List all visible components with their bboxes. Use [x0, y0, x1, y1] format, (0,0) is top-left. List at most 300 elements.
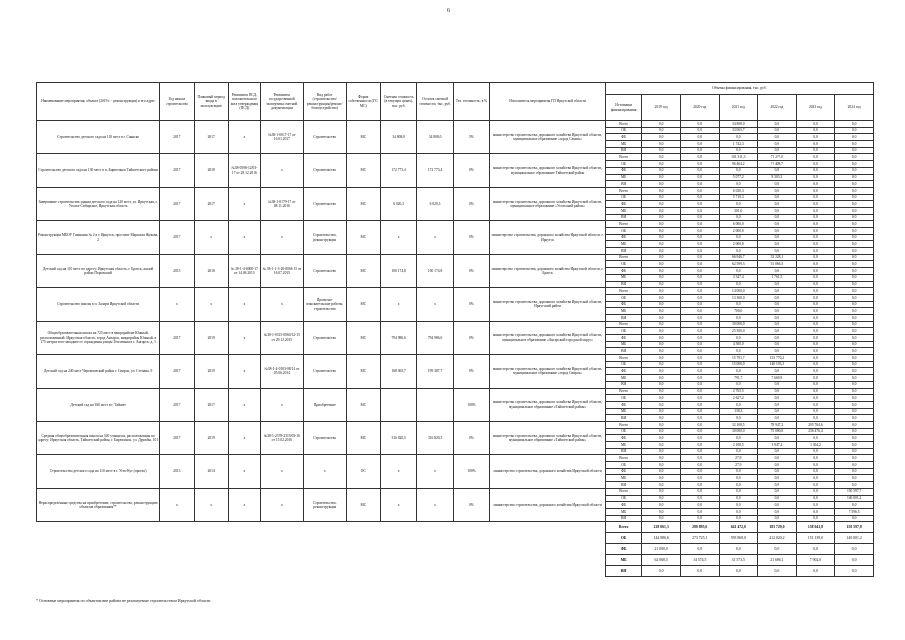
cell-amount: 0,0: [642, 174, 681, 181]
cell-amount: 0,0: [719, 435, 758, 442]
cell-work: Строительство: [303, 254, 346, 287]
cell-rest: 199 387,7: [417, 355, 453, 388]
cell-source: Всего: [605, 455, 641, 462]
cell-amount: 0,0: [796, 482, 835, 489]
cell-name: Строительство школы в п. Залари Иркутской области: [37, 288, 160, 321]
footnote: * Основные мероприятия по объектам вне района не реализуемые строительством Иркутской области: [36, 598, 211, 603]
cell-amount: 66 946,7: [719, 254, 758, 261]
cell-name: Завершение строительства здания детского сада на 120 мест, ул. Иркутская, г. Усолье-Сибирское, Иркутская область: [37, 187, 160, 220]
cell-amount: 791,7: [719, 375, 758, 382]
cell-amount: 0,0: [796, 201, 835, 208]
cell-amount: 0,0: [796, 348, 835, 355]
cell-amount: 0,0: [835, 415, 874, 422]
cell-name: Реконструкция МБОУ Гимназия № 2 в г. Иркутск, проспект Маршала Жукова, 2: [37, 221, 160, 254]
cell-amount: 0,0: [642, 228, 681, 235]
cell-amount: 0,0: [758, 395, 797, 402]
cell-amount: 30 000,0: [719, 428, 758, 435]
cell-exp: №38-1-4-0183-08/14 от 05.06.2014: [260, 355, 303, 388]
cell-exp: х: [260, 154, 303, 187]
cell-source: Всего: [605, 254, 641, 261]
cell-source: МБ: [605, 508, 641, 515]
cell-amount: 0,0: [758, 468, 797, 475]
cell-source: ВИ: [605, 415, 641, 422]
header-remaining: Остаток сметной стоимости, тыс. руб.: [417, 83, 453, 121]
cell-amount: 0,0: [680, 167, 719, 174]
cell-amount: 0,0: [642, 415, 681, 422]
cell-amount: 0,0: [642, 375, 681, 382]
cell-amount: 0,0: [835, 401, 874, 408]
cell-amount: 0,0: [796, 221, 835, 228]
cell-amount: 0,0: [680, 241, 719, 248]
cell-amount: 0,0: [680, 288, 719, 295]
cell-resp: министерство строительства, дорожного хозяйства Иркутской области, муниципальное образование «Тайшетский район»: [490, 421, 606, 454]
cell-amount: 0,0: [796, 508, 835, 515]
cell-source: МБ: [605, 241, 641, 248]
cell-amount: 0,0: [758, 475, 797, 482]
header-cost: Сметная стоимость (в текущих ценах), тыс. руб.: [380, 83, 416, 121]
cell-amount: 700,0: [719, 308, 758, 315]
cell-amount: 0,0: [796, 335, 835, 342]
cell-cost: [380, 388, 416, 421]
cell-amount: 0,0: [758, 167, 797, 174]
cell-amount: 0,0: [642, 154, 681, 161]
totals-source: МБ: [605, 555, 641, 566]
cell-start: х: [160, 488, 194, 521]
cell-start: 2017: [160, 221, 194, 254]
cell-amount: 0,0: [758, 248, 797, 255]
cell-amount: 27,9: [719, 462, 758, 469]
cell-amount: 0,0: [719, 502, 758, 509]
cell-exp: х: [260, 288, 303, 321]
cell-amount: 0,0: [680, 141, 719, 148]
cell-finish: 2018: [194, 254, 228, 287]
cell-exp: №38-1-0315-0060/12-15 от 29.12.2015: [260, 321, 303, 354]
cell-amount: 0,0: [719, 214, 758, 221]
cell-source: ОБ: [605, 161, 641, 168]
cell-amount: 0,0: [796, 281, 835, 288]
cell-work: х: [303, 455, 346, 488]
cell-amount: 0,0: [835, 281, 874, 288]
cell-amount: 0,0: [719, 268, 758, 275]
cell-amount: 0,0: [835, 381, 874, 388]
cell-ready: 0%: [453, 321, 489, 354]
header-sources: Источники финансирования: [605, 95, 641, 121]
cell-source: Всего: [605, 154, 641, 161]
cell-finish: 2017: [194, 388, 228, 421]
table-row: [37, 355, 874, 362]
cell-amount: 0,0: [835, 121, 874, 128]
cell-source: Всего: [605, 221, 641, 228]
cell-amount: 0,0: [642, 281, 681, 288]
cell-amount: 0,0: [758, 448, 797, 455]
cell-amount: 1 742,3: [719, 141, 758, 148]
cell-amount: 0,0: [835, 442, 874, 449]
cell-source: ВИ: [605, 482, 641, 489]
cell-cost: 6 020,3: [380, 187, 416, 220]
cell-resp: министерство строительства, дорожного хозяйства Иркутской области, муниципальное образование «Усольский район»: [490, 187, 606, 220]
cell-amount: 0,0: [796, 455, 835, 462]
cell-name: Строительство детского сада на 130 мест в п. Бирюсинск Тайшетского района: [37, 154, 160, 187]
cell-amount: 2 000,0: [719, 241, 758, 248]
cell-own: МС: [346, 288, 380, 321]
cell-amount: 0,0: [680, 201, 719, 208]
cell-amount: 0,0: [758, 281, 797, 288]
cell-amount: 0,0: [642, 361, 681, 368]
cell-amount: 8 303,3: [758, 174, 797, 181]
cell-name: Нераспределенные средства на приобретение, строительство, реконструкцию объектов образования**: [37, 488, 160, 521]
cell-cost: х: [380, 488, 416, 521]
cell-source: ФБ: [605, 401, 641, 408]
cell-amount: 0,0: [796, 395, 835, 402]
cell-amount: 0,0: [719, 234, 758, 241]
cell-amount: 0,0: [758, 488, 797, 495]
cell-amount: 0,0: [835, 161, 874, 168]
cell-amount: 5 719,3: [719, 194, 758, 201]
cell-name: Детский сад на 160 мест в г. Тайшет: [37, 388, 160, 421]
cell-amount: 0,0: [835, 482, 874, 489]
cell-amount: 0,0: [796, 308, 835, 315]
cell-amount: 0,0: [719, 415, 758, 422]
cell-amount: 0,0: [796, 248, 835, 255]
cell-amount: 0,0: [680, 361, 719, 368]
cell-amount: 0,0: [642, 248, 681, 255]
cell-source: ОБ: [605, 294, 641, 301]
cell-amount: 2 000,0: [719, 228, 758, 235]
cell-own: МС: [346, 254, 380, 287]
cell-amount: 0,0: [642, 127, 681, 134]
cell-amount: 15 000,0: [719, 361, 758, 368]
cell-amount: 2 627,2: [719, 395, 758, 402]
totals-amount: 140 001,2: [835, 533, 874, 544]
cell-amount: 0,0: [642, 187, 681, 194]
cell-source: Всего: [605, 288, 641, 295]
cell-amount: 0,0: [796, 448, 835, 455]
cell-name: Строительство детского сада на 110 мест в г. Саянске: [37, 121, 160, 154]
cell-source: Всего: [605, 187, 641, 194]
cell-amount: 138,3: [719, 408, 758, 415]
cell-amount: 0,0: [719, 201, 758, 208]
cell-amount: 0,0: [796, 194, 835, 201]
cell-amount: 140 001,2: [835, 495, 874, 502]
cell-name: Детский сад на 240 мест Черемховский район г. Свирск, ул. Степана, 9: [37, 355, 160, 388]
header-start: Год начала строительства: [160, 83, 194, 121]
cell-source: МБ: [605, 207, 641, 214]
cell-exp: х: [260, 388, 303, 421]
cell-amount: 0,0: [719, 147, 758, 154]
cell-amount: 0,0: [796, 462, 835, 469]
cell-start: 2017: [160, 321, 194, 354]
cell-start: 2017: [160, 388, 194, 421]
cell-source: ФБ: [605, 335, 641, 342]
cell-resp: министерство строительства, дорожного хозяйства Иркутской области: [490, 488, 606, 521]
cell-source: МБ: [605, 442, 641, 449]
cell-amount: 0,0: [680, 154, 719, 161]
cell-rest: 34 808,0: [417, 121, 453, 154]
cell-cost: х: [380, 455, 416, 488]
cell-amount: 0,0: [719, 314, 758, 321]
cell-rest: [417, 388, 453, 421]
totals-amount: 31 573,5: [719, 555, 758, 566]
cell-source: ФБ: [605, 435, 641, 442]
cell-amount: 0,0: [642, 241, 681, 248]
cell-amount: 6 000,0: [719, 221, 758, 228]
cell-amount: 0,0: [796, 502, 835, 509]
cell-cost: 794 986,6: [380, 321, 416, 354]
cell-amount: 0,0: [758, 415, 797, 422]
cell-amount: 0,0: [680, 281, 719, 288]
cell-finish: х: [194, 488, 228, 521]
cell-amount: 0,0: [642, 308, 681, 315]
cell-cost: х: [380, 221, 416, 254]
cell-ready: 100%: [453, 455, 489, 488]
cell-amount: 0,0: [642, 502, 681, 509]
cell-amount: 0,0: [796, 274, 835, 281]
cell-amount: 0,0: [835, 181, 874, 188]
cell-amount: 0,0: [680, 261, 719, 268]
cell-amount: 2 108,5: [719, 442, 758, 449]
cell-amount: 0,0: [796, 388, 835, 395]
cell-exp: №38-1-2378-2319/03-16 от 15.02.2016: [260, 421, 303, 454]
cell-amount: 0,0: [680, 268, 719, 275]
cell-amount: 0,0: [680, 321, 719, 328]
cell-source: ФБ: [605, 468, 641, 475]
cell-amount: 0,0: [680, 462, 719, 469]
cell-amount: 0,0: [642, 475, 681, 482]
cell-psd: № 38-1-4-0000-17 от 14.06.2013: [228, 254, 260, 287]
cell-work: Строительство: [303, 421, 346, 454]
cell-rest: 316 820,5: [417, 421, 453, 454]
cell-amount: 0,0: [758, 301, 797, 308]
cell-amount: 0,0: [642, 335, 681, 342]
cell-work: Строительство: [303, 121, 346, 154]
cell-amount: 0,0: [796, 228, 835, 235]
cell-exp: х: [260, 488, 303, 521]
cell-amount: 0,0: [642, 401, 681, 408]
cell-amount: 0,0: [796, 214, 835, 221]
cell-rest: 100 174,8: [417, 254, 453, 287]
cell-amount: 0,0: [642, 207, 681, 214]
totals-amount: 0,0: [835, 555, 874, 566]
cell-amount: 0,0: [719, 281, 758, 288]
cell-amount: 0,0: [642, 508, 681, 515]
cell-work: Строительство: [303, 187, 346, 220]
cell-amount: 0,0: [835, 314, 874, 321]
cell-amount: 0,0: [758, 187, 797, 194]
cell-ready: 5%: [453, 121, 489, 154]
cell-amount: 0,0: [758, 455, 797, 462]
cell-amount: 0,0: [796, 381, 835, 388]
cell-source: МБ: [605, 475, 641, 482]
cell-amount: 0,0: [680, 515, 719, 522]
cell-amount: 0,0: [796, 355, 835, 362]
cell-amount: 0,0: [835, 221, 874, 228]
cell-ready: 0%: [453, 488, 489, 521]
cell-amount: 1 304,2: [796, 442, 835, 449]
table-row: [37, 254, 874, 261]
table-row: [37, 388, 874, 395]
cell-amount: 0,0: [796, 234, 835, 241]
cell-amount: 78 947,2: [758, 421, 797, 428]
totals-amount: 158 041,8: [796, 522, 835, 533]
cell-ready: 0%: [453, 254, 489, 287]
cell-amount: 33 228,1: [758, 254, 797, 261]
cell-source: Всего: [605, 488, 641, 495]
cell-amount: 0,0: [719, 495, 758, 502]
cell-source: МБ: [605, 141, 641, 148]
cell-ready: 0%: [453, 154, 489, 187]
cell-amount: 0,0: [680, 482, 719, 489]
cell-amount: 0,0: [680, 388, 719, 395]
cell-amount: 0,0: [719, 301, 758, 308]
cell-amount: 0,0: [796, 268, 835, 275]
cell-amount: 0,0: [835, 207, 874, 214]
cell-amount: 0,0: [642, 314, 681, 321]
cell-amount: 0,0: [796, 127, 835, 134]
cell-amount: 0,0: [680, 308, 719, 315]
cell-amount: 0,0: [642, 421, 681, 428]
cell-cost: 316 820,5: [380, 421, 416, 454]
cell-own: МС: [346, 488, 380, 521]
cell-amount: 0,0: [796, 294, 835, 301]
totals-amount: 0,0: [719, 566, 758, 577]
cell-source: ВИ: [605, 381, 641, 388]
cell-amount: 0,0: [758, 241, 797, 248]
cell-amount: 0,0: [642, 462, 681, 469]
table-row: [37, 121, 874, 128]
cell-amount: 0,0: [758, 234, 797, 241]
cell-amount: 0,0: [642, 161, 681, 168]
cell-amount: 0,0: [680, 127, 719, 134]
cell-amount: 0,0: [642, 181, 681, 188]
cell-amount: 0,0: [642, 141, 681, 148]
totals-amount: 412 020,2: [758, 533, 797, 544]
header-work: Вид работ (строительство/реконструкция/ремонт/благоустройство): [303, 83, 346, 121]
cell-amount: 0,0: [642, 134, 681, 141]
cell-amount: 0,0: [680, 475, 719, 482]
cell-rest: 6 020,3: [417, 187, 453, 220]
cell-amount: 0,0: [796, 435, 835, 442]
cell-source: ОБ: [605, 495, 641, 502]
cell-amount: 0,0: [719, 488, 758, 495]
cell-source: ВИ: [605, 214, 641, 221]
cell-rest: х: [417, 221, 453, 254]
cell-amount: 0,0: [758, 435, 797, 442]
totals-amount: 144 986,6: [642, 533, 681, 544]
cell-amount: 0,0: [796, 361, 835, 368]
cell-own: МС: [346, 121, 380, 154]
cell-amount: 0,0: [680, 488, 719, 495]
totals-source: Всего: [605, 522, 641, 533]
cell-start: 2013: [160, 455, 194, 488]
cell-amount: 0,0: [835, 228, 874, 235]
cell-resp: министерство строительства, дорожного хозяйства Иркутской области, муниципальное образование «город Свирск»: [490, 355, 606, 388]
cell-amount: 0,0: [680, 328, 719, 335]
cell-source: МБ: [605, 408, 641, 415]
cell-finish: 2018: [194, 154, 228, 187]
cell-amount: 0,0: [835, 214, 874, 221]
cell-amount: 0,0: [680, 348, 719, 355]
cell-amount: 0,0: [680, 207, 719, 214]
cell-amount: 0,0: [642, 435, 681, 442]
cell-amount: 0,0: [642, 221, 681, 228]
cell-resp: министерство строительства, дорожного хозяйства Иркутской области, муниципальное образование Тайшетский район: [490, 154, 606, 187]
cell-amount: 0,0: [680, 495, 719, 502]
cell-amount: 71 2??,0: [758, 154, 797, 161]
cell-amount: 0,0: [680, 415, 719, 422]
cell-resp: министерство строительства, дорожного хозяйства Иркутской области, г. Братск: [490, 254, 606, 287]
cell-name: Средняя общеобразовательная школа на 520 учащихся, расположенная по адресу: Иркутская область, Тайшетский район, г. Бирюсинск, ул. Дружбы, 101: [37, 421, 160, 454]
cell-amount: 6 020,3: [719, 187, 758, 194]
cell-amount: 0,0: [835, 201, 874, 208]
cell-amount: 0,0: [642, 355, 681, 362]
cell-name: Детский сад на 110 мест по адресу: Иркутская область, г. Братск, жилой район Порожский: [37, 254, 160, 287]
cell-amount: 0,0: [796, 147, 835, 154]
header-object: Наименование мероприятия, объекта (2019 г. - реконструкция) и его адрес: [37, 83, 160, 121]
cell-rest: х: [417, 288, 453, 321]
table-row: [37, 321, 874, 328]
cell-source: ОБ: [605, 228, 641, 235]
cell-amount: 0,0: [719, 482, 758, 489]
cell-amount: 62 599,3: [719, 261, 758, 268]
totals-amount: 0,0: [835, 566, 874, 577]
cell-amount: 0,0: [835, 147, 874, 154]
cell-own: МС: [346, 221, 380, 254]
cell-amount: 0,0: [835, 321, 874, 328]
cell-amount: 0,0: [758, 194, 797, 201]
cell-amount: 0,0: [758, 321, 797, 328]
cell-amount: 0,0: [642, 301, 681, 308]
cell-work: Строительство: [303, 154, 346, 187]
cell-amount: 256 476,4: [796, 428, 835, 435]
cell-amount: 0,0: [719, 167, 758, 174]
cell-amount: 0,0: [680, 301, 719, 308]
cell-amount: 0,0: [642, 167, 681, 174]
cell-finish: 2019: [194, 321, 228, 354]
cell-source: ОБ: [605, 328, 641, 335]
cell-amount: 27,9: [719, 455, 758, 462]
cell-source: ВИ: [605, 515, 641, 522]
cell-source: ОБ: [605, 428, 641, 435]
cell-source: ВИ: [605, 448, 641, 455]
cell-source: ФБ: [605, 167, 641, 174]
cell-amount: 0,0: [758, 314, 797, 321]
cell-amount: 0,0: [758, 141, 797, 148]
cell-cost: 168 365,7: [380, 355, 416, 388]
cell-amount: 0,0: [680, 161, 719, 168]
header-readiness: Тех. готовность, в %: [453, 83, 489, 121]
cell-source: ФБ: [605, 301, 641, 308]
cell-amount: 0,0: [642, 348, 681, 355]
cell-amount: 0,0: [796, 375, 835, 382]
cell-amount: 0,0: [680, 147, 719, 154]
cell-amount: 0,0: [835, 268, 874, 275]
totals-amount: 593 868,0: [719, 533, 758, 544]
cell-amount: 0,0: [758, 368, 797, 375]
totals-source: ВИ: [605, 566, 641, 577]
cell-amount: 0,0: [758, 495, 797, 502]
cell-amount: 15 791,7: [719, 355, 758, 362]
cell-ready: 100%: [453, 388, 489, 421]
cell-amount: 0,0: [719, 181, 758, 188]
cell-amount: 0,0: [642, 395, 681, 402]
totals-amount: 0,0: [796, 566, 835, 577]
cell-amount: 0,0: [642, 381, 681, 388]
cell-amount: 0,0: [680, 274, 719, 281]
totals-amount: 0,0: [642, 566, 681, 577]
cell-amount: 0,0: [719, 508, 758, 515]
cell-amount: 0,0: [680, 221, 719, 228]
header-funding-title: Объемы финансирования, тыс. руб.: [605, 83, 873, 95]
